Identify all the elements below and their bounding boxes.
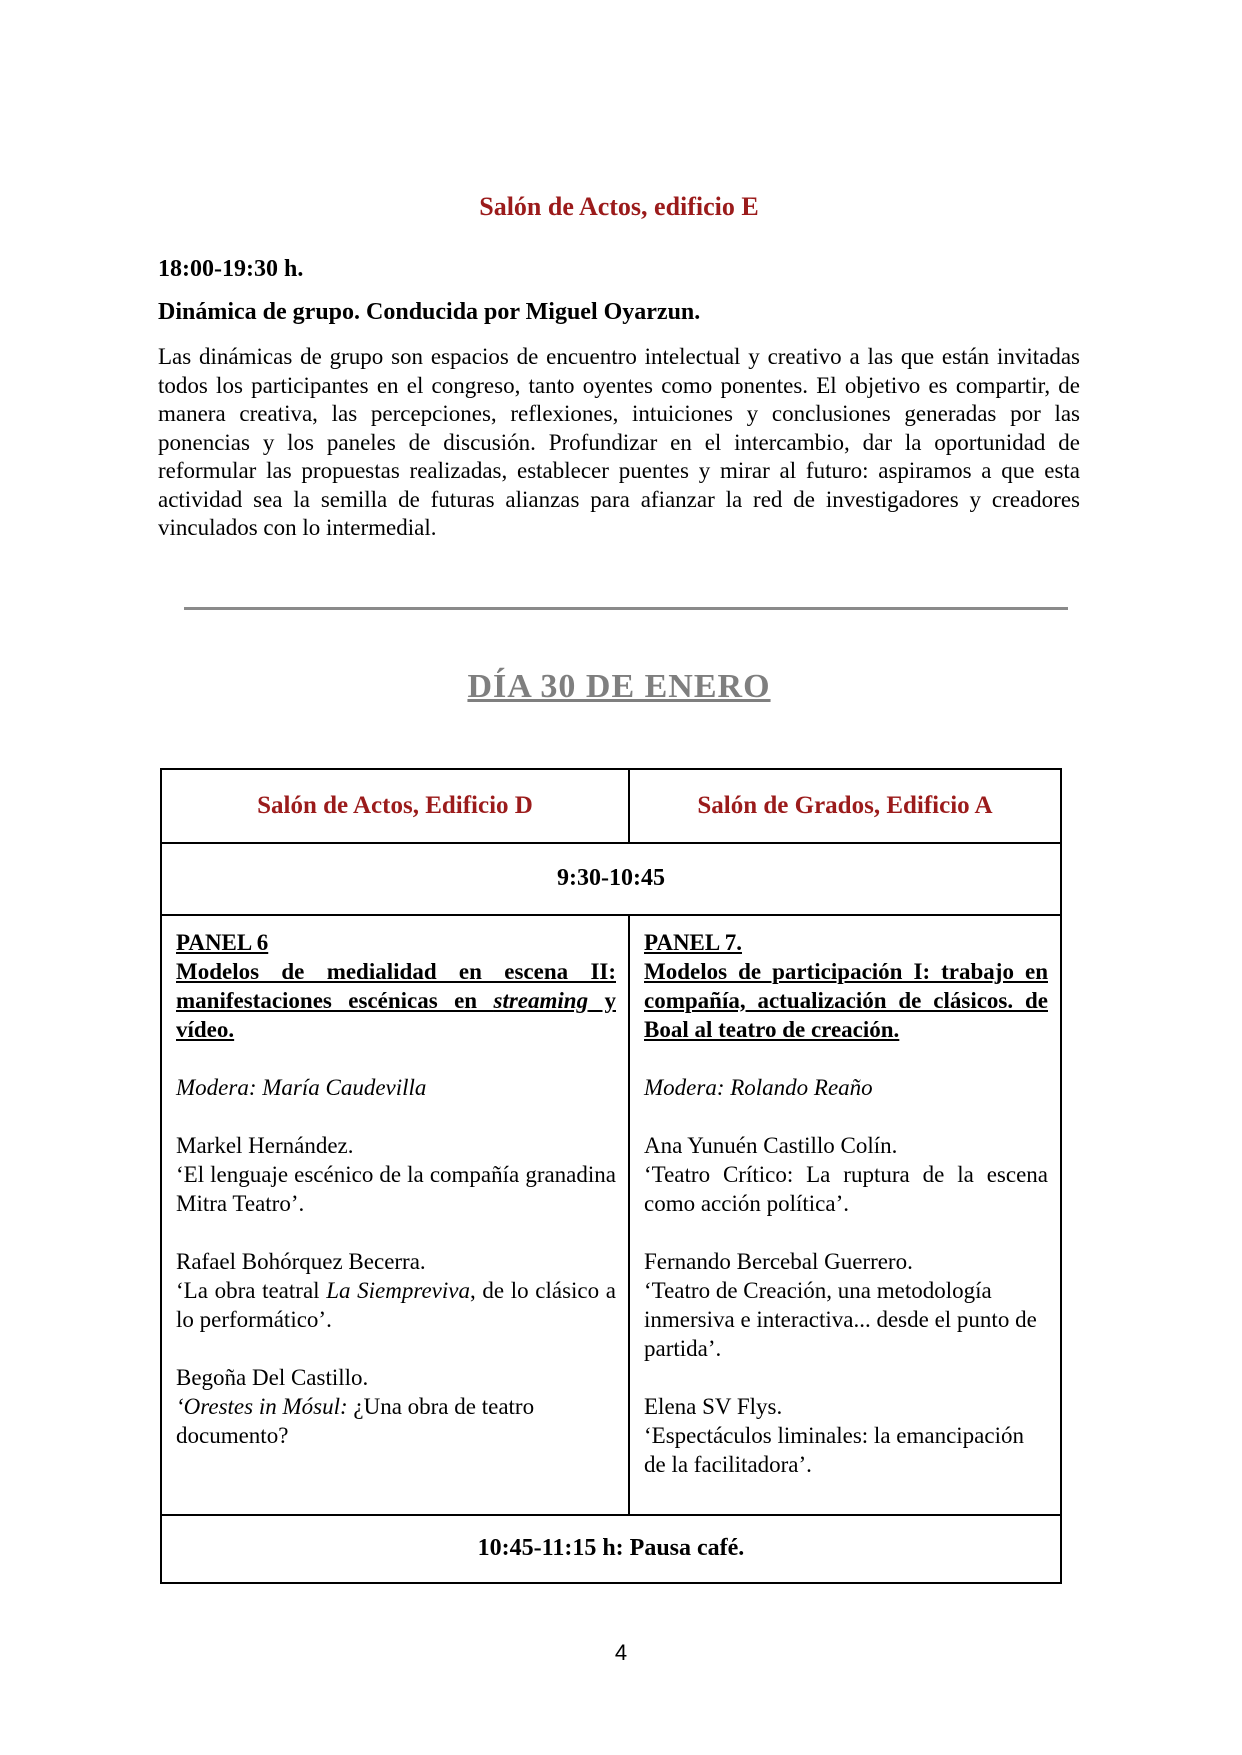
- panel-text-line: Modelos de participación I: trabajo en compañía, actualización de clásicos. de Boal al teatro de creación.: [644, 958, 1048, 1042]
- panel-blank-line: [644, 1102, 1048, 1131]
- coffee-break-row: [161, 1515, 1061, 1583]
- panel-text-line: Modera: María Caudevilla: [176, 1074, 427, 1100]
- panel-text-line: ‘El lenguaje escénico de la compañía granadina Mitra Teatro’.: [176, 1161, 616, 1216]
- panel-blank-line: [176, 1044, 616, 1073]
- panel-text-line: Ana Yunuén Castillo Colín.: [644, 1132, 898, 1158]
- panel-text-line: Begoña Del Castillo.: [176, 1364, 369, 1390]
- column-header-salon-actos-d: Salón de Actos, Edificio D: [161, 769, 629, 843]
- panel-text-line: Elena SV Flys.: [644, 1393, 783, 1419]
- panel-text-line: PANEL 7.: [644, 929, 742, 955]
- time-slot-row: [161, 843, 1061, 915]
- session-time-heading: 18:00-19:30 h.: [158, 256, 304, 282]
- panels-row: [161, 915, 1061, 1515]
- panel-text-line: PANEL 6: [176, 929, 269, 955]
- panel-text-line: ‘Teatro de Creación, una metodología inmersiva e interactiva... desde el punto de partida’.: [644, 1277, 1037, 1361]
- time-slot-cell: 9:30-10:45: [161, 843, 1061, 915]
- panel-blank-line: [176, 1218, 616, 1247]
- panel-blank-line: [644, 1218, 1048, 1247]
- panel-6-cell: [161, 915, 629, 1515]
- panel-text-line: Modelos de medialidad en escena II: manifestaciones escénicas en streaming y vídeo.: [176, 958, 616, 1042]
- panel-text-line: Modera: Rolando Reaño: [644, 1074, 873, 1100]
- schedule-table: [160, 768, 1062, 1584]
- page-number: 4: [614, 1640, 628, 1665]
- panel-text-line: Fernando Bercebal Guerrero.: [644, 1248, 913, 1274]
- panel-blank-line: [176, 1102, 616, 1131]
- section-divider: [184, 607, 1068, 610]
- panel-text-line: ‘La obra teatral La Siempreviva, de lo clásico a lo performático’.: [176, 1277, 616, 1332]
- panel-text-line: Markel Hernández.: [176, 1132, 354, 1158]
- panel-text-line: ‘Teatro Crítico: La ruptura de la escena como acción política’.: [644, 1161, 1048, 1216]
- table-header-row: [161, 769, 1061, 843]
- panel-blank-line: [644, 1044, 1048, 1073]
- day-heading: DÍA 30 DE ENERO: [467, 667, 771, 705]
- panel-text-line: ‘Orestes in Mósul: ¿Una obra de teatro documento?: [176, 1393, 535, 1448]
- coffee-break-cell: 10:45-11:15 h: Pausa café.: [161, 1515, 1061, 1583]
- panel-text-line: Rafael Bohórquez Becerra.: [176, 1248, 426, 1274]
- session-description: Las dinámicas de grupo son espacios de encuentro intelectual y creativo a las que están invitadas todos los participantes en el congreso, tanto oyentes como ponentes. El objetivo es compartir, de manera creativa, las percepciones, reflexiones, intuiciones y conclusiones generadas por las ponencias y los paneles de discusión. Profundizar en el intercambio, dar la oportunidad de reformular las propuestas realizadas, establecer puentes y mirar al futuro: aspiramos a que esta actividad sea la semilla de futuras alianzas para afianzar la red de investigadores y creadores vinculados con lo intermedial.: [158, 344, 1080, 540]
- page-content: [158, 0, 1080, 1584]
- venue-heading: Salón de Actos, edificio E: [479, 192, 759, 221]
- panel-blank-line: [644, 1363, 1048, 1392]
- panel-text-line: ‘Espectáculos liminales: la emancipación de la facilitadora’.: [644, 1422, 1024, 1477]
- session-title-heading: Dinámica de grupo. Conducida por Miguel Oyarzun.: [158, 299, 701, 325]
- panel-7-cell: [629, 915, 1061, 1515]
- column-header-salon-grados-a: Salón de Grados, Edificio A: [629, 769, 1061, 843]
- panel-blank-line: [176, 1334, 616, 1363]
